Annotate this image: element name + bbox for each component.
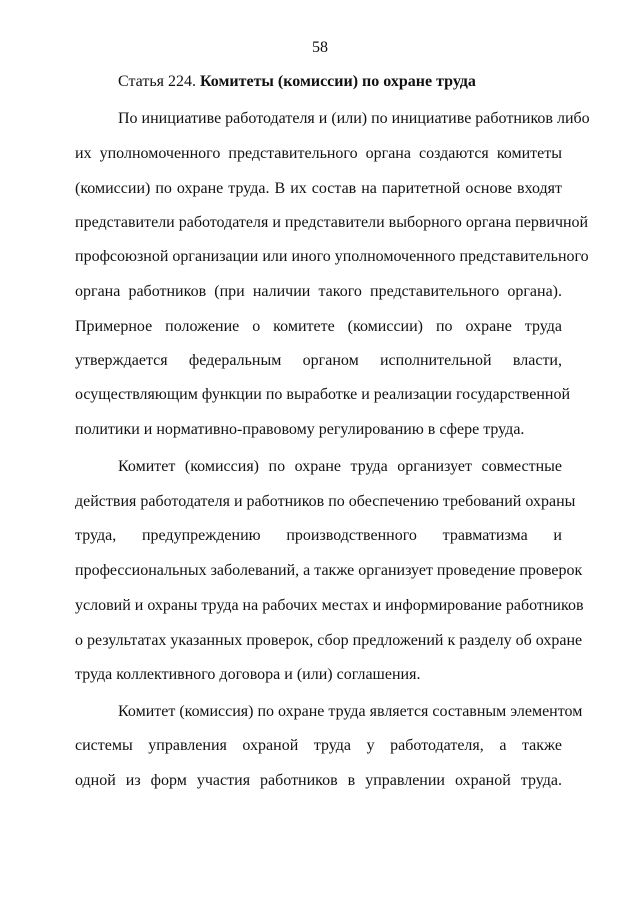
text-line: политики и нормативно-правовому регулированию в сфере труда. (75, 421, 525, 438)
article-heading (118, 71, 476, 93)
text-line: системы управления охраной труда у работодателя, а также (75, 737, 562, 754)
article-number: Статья 224. (118, 73, 196, 90)
text-line: осуществляющим функции по выработке и реализации государственной (75, 386, 570, 403)
text-line: профессиональных заболеваний, а также организует проведение проверок (75, 562, 583, 579)
text-line: органа работников (при наличии такого представительного органа). (75, 283, 562, 300)
text-line: представители работодателя и представители выборного органа первичной (75, 214, 589, 231)
text-line: утверждается федеральным органом исполнительной власти, (75, 352, 562, 369)
text-line: Комитет (комиссия) по охране труда является составным элементом (118, 703, 583, 720)
text-line: профсоюзной организации или иного уполномоченного представительного (75, 248, 589, 265)
text-line: Примерное положение о комитете (комиссии) по охране труда (75, 318, 562, 335)
text-line: действия работодателя и работников по обеспечению требований охраны (75, 493, 576, 510)
text-line: их уполномоченного представительного органа создаются комитеты (75, 145, 562, 162)
text-line: о результатах указанных проверок, сбор предложений к разделу об охране (75, 632, 583, 649)
text-line: труда коллективного договора и (или) соглашения. (75, 666, 421, 683)
text-line: Комитет (комиссия) по охране труда организует совместные (118, 458, 562, 475)
text-line: одной из форм участия работников в управлении охраной труда. (75, 772, 562, 789)
text-line: труда, предупреждению производственного травматизма и (75, 527, 562, 544)
article-title: Комитеты (комиссии) по охране труда (199, 73, 476, 90)
text-line: (комиссии) по охране труда. В их состав на паритетной основе входят (75, 180, 562, 197)
page-number: 58 (312, 39, 328, 56)
text-line: условий и охраны труда на рабочих местах и информирование работников (75, 597, 584, 614)
text-line: По инициативе работодателя и (или) по инициативе работников либо (118, 110, 590, 127)
